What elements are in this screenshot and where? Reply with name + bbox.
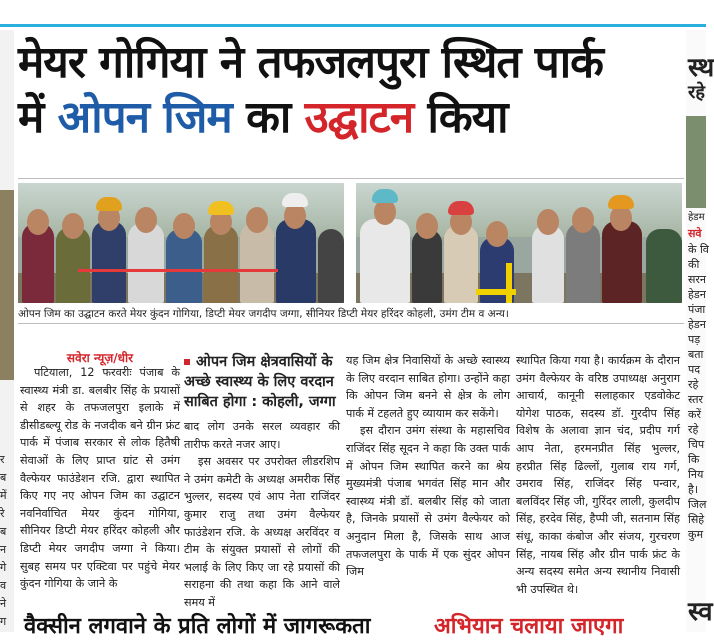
right-text-line: सरन <box>688 273 707 286</box>
left-photo-fragment <box>0 190 14 380</box>
right-text-line: पड़ <box>688 333 701 346</box>
person-head <box>416 213 438 239</box>
person <box>646 229 682 303</box>
left-text-line: व <box>0 579 7 592</box>
headline-text: किया <box>413 92 508 143</box>
right-headline-fragment: स्थ <box>688 53 714 83</box>
headline-text: का <box>231 92 305 143</box>
right-text-line: करें <box>688 408 701 421</box>
left-text-line: न <box>0 543 7 556</box>
right-text-line: बता <box>688 348 704 361</box>
right-text-line: स्तर <box>688 393 704 406</box>
right-text-line: के वि <box>688 243 709 256</box>
person <box>92 221 126 303</box>
left-adjacent-article <box>0 30 14 632</box>
right-text-line: पद <box>688 363 701 376</box>
paragraph: यह जिम क्षेत्र निवासियों के अच्छे स्वास्थ्य के लिए वरदान साबित होगा। उन्होंने कहा कि ओपन जिम बनने से क्षेत्र के लोग पार्क में टहलते हुए व्यायाम कर सकेंगे। <box>346 354 510 420</box>
person <box>276 219 316 303</box>
left-text-line: ब <box>0 525 7 538</box>
turban <box>448 201 474 215</box>
right-text-line: कुम <box>688 528 704 541</box>
right-text-line: जिल <box>688 498 707 511</box>
ribbon <box>78 269 278 272</box>
article-column-1 <box>20 364 180 614</box>
headline-text: में <box>18 92 58 143</box>
turban <box>282 193 308 207</box>
right-text-line: रहे <box>688 423 699 436</box>
headline-highlight-red: उद्घाटन <box>304 92 414 143</box>
headline-line-1: मेयर गोगिया ने तफजलपुरा स्थित पार्क <box>18 37 603 88</box>
person <box>532 225 564 303</box>
right-text-line: कि <box>688 453 700 466</box>
right-text-line: निय <box>688 468 704 481</box>
right-adjacent-article <box>686 30 714 632</box>
turban <box>208 201 234 215</box>
paragraph: बाद लोग उनके सरल व्यवहार की तारीफ करते नजर आए। <box>184 420 340 451</box>
headline-rule <box>18 178 684 179</box>
person-head <box>62 213 84 239</box>
person <box>360 219 410 303</box>
photo-caption: ओपन जिम का उद्घाटन करते मेयर कुंदन गोगिया, डिप्टी मेयर जगदीप जग्गा, सीनियर डिप्टी मेयर हरिंदर कोहली, उमंग टीम व अन्य। <box>18 308 509 320</box>
right-text-line: सिहे <box>688 513 705 526</box>
person <box>204 225 238 303</box>
article-column-2 <box>184 418 340 614</box>
paragraph: पटियाला, 12 फरवरीः पंजाब के स्वास्थ्य मंत्री डा. बलबीर सिंह के प्रयासों से शहर के तफजलपुरा इलाके में डीसीडब्ल्यू रोड के नजदीक बने ग्रीन फ्रंट पार्क में पंजाब सरकार से लोक हितैषी सेवाओं के लिए प्राप्त ग्रांट से उमंग वैल्फेयर फाउंडेशन रजि. द्वारा स्थापित किए गए नए ओपन जिम का उद्घाटन नवनिर्वाचित मेयर कुंदन गोगिया, सीनियर डिप्टी मेयर हरिंदर कोहली और डिप्टी मेयर जगदीप जग्गा ने किया। सुबह समय पर एक्टिवा पर पहुंचे मेयर कुंदन गोगिया के जाने के <box>20 366 180 591</box>
person <box>128 223 164 303</box>
turban <box>608 195 634 209</box>
left-text-line: रे <box>0 507 5 520</box>
left-text-line: ब <box>0 471 7 484</box>
subheadline-text: ओपन जिम क्षेत्रवासियों के अच्छे स्वास्थ्य के लिए वरदान साबित होगा : कोहली, जग्गा <box>184 354 336 410</box>
person-head <box>27 209 49 235</box>
paragraph: इस अवसर पर उपरोक्त लीडरशिप ने उमंग कमेटी के अध्यक्ष अमरीक सिंह भुल्लर, सदस्य एवं आप नेता राजिंदर कुमार राजु तथा उमंग वैल्फेयर फाउंडेशन रजि. के अध्यक्ष अरविंदर व टीम के संयुक्त प्रयासों से लोगों की भलाई के लिए किए जा रहे प्रयासों की सराहना की तथा कहा कि आने वाले समय में <box>184 455 340 609</box>
article-column-3 <box>346 352 510 614</box>
right-text-line: पंजा <box>688 303 706 316</box>
left-text-line: में <box>0 489 7 502</box>
open-gym-pole <box>506 263 512 303</box>
article-column-4 <box>516 352 680 614</box>
top-rule <box>0 24 706 27</box>
person-head <box>486 221 508 247</box>
person <box>166 229 202 303</box>
right-text-line: रहे <box>688 378 699 391</box>
person <box>412 229 442 303</box>
right-text-line: हेडन <box>688 318 706 331</box>
right-text-line: हेडन <box>688 288 706 301</box>
person <box>566 223 600 303</box>
person <box>318 229 344 303</box>
page-top-band <box>0 0 706 28</box>
right-label: हेडम <box>688 212 705 223</box>
subheadline <box>184 352 340 412</box>
person <box>602 221 642 303</box>
turban <box>96 197 122 211</box>
person-head <box>246 207 268 233</box>
person-head <box>135 207 157 233</box>
left-text-line: ग <box>0 615 7 628</box>
paragraph: इस दौरान उमंग संस्था के महासचिव राजिंदर सिंह सूदन ने कहा कि उक्त पार्क में ओपन जिम स्थापित करने का श्रेय मुख्यमंत्री पंजाब भगवंत सिंह मान और स्वास्थ्य मंत्री डॉ. बलबीर सिंह को जाता है, जिनके प्रयासों से उमंग वैल्फेयर को अनुदान मिला है, जिसके साथ आज तफजलपुरा के पार्क में एक सुंदर ओपन जिम <box>346 424 510 579</box>
caption-rule <box>18 323 684 324</box>
headline <box>18 36 686 146</box>
left-text-line: ने <box>0 597 7 610</box>
right-photo-fragment <box>686 116 706 208</box>
person <box>444 225 478 303</box>
byline: सवेरा न्यूज़/धीर <box>66 351 134 365</box>
turban <box>372 189 398 203</box>
bullet-square-icon <box>184 359 190 365</box>
left-text-line: र <box>0 453 5 466</box>
left-text-line: गे <box>0 561 7 574</box>
next-headline-black: वैक्सीन लगवाने के प्रति लोगों में जागरूकता <box>24 614 371 639</box>
person-head <box>572 207 594 233</box>
person-head <box>173 213 195 239</box>
paragraph: स्थापित किया गया है। कार्यक्रम के दौरान उमंग वैल्फेयर के वरिष्ठ उपाध्यक्ष अनुराग आचार्य, कानूनी सलाहकार एडवोकेट योगेश पाठक, सदस्य डॉ. गुरदीप सिंह विशेष के अलावा ज्ञान चंद, प्रदीप गर्ग आप नेता, हरमनप्रीत सिंह भुल्लर, हरप्रीत सिंह ढिल्लों, गुलाब राय गर्ग, उमराव सिंह, राजिंदर सिंह पन्वार, बलविंदर सिंह जी, गुरिंदर लाली, कुलदीप सिंह, हरदेव सिंह, हैप्पी जी, सतनाम सिंह संधू, काका कंबोज और संजय, गुरचरण सिंह, नायब सिंह और ग्रीन पार्क फ्रंट के अन्य सदस्य समेत अन्य स्थानीय निवासी भी उपस्थित थे। <box>516 354 680 596</box>
right-red-word: सवे <box>688 227 702 240</box>
headline-highlight-blue: ओपन जिम <box>57 92 232 143</box>
right-headline-fragment: रहे <box>688 82 705 103</box>
right-text-line: की <box>688 258 700 271</box>
person <box>240 223 274 303</box>
right-text-line: है। <box>688 483 699 496</box>
headline-line-2 <box>18 90 686 146</box>
next-headline-red: अभियान चलाया जाएगा <box>434 614 624 639</box>
right-text-line: चिप <box>688 438 705 451</box>
next-article-headline-fragment <box>14 612 684 639</box>
photo-right-open-gym <box>356 183 682 303</box>
person <box>22 223 54 303</box>
photo-left-inauguration <box>18 183 344 303</box>
person-head <box>537 209 559 235</box>
right-headline-fragment: स्व <box>688 597 713 627</box>
